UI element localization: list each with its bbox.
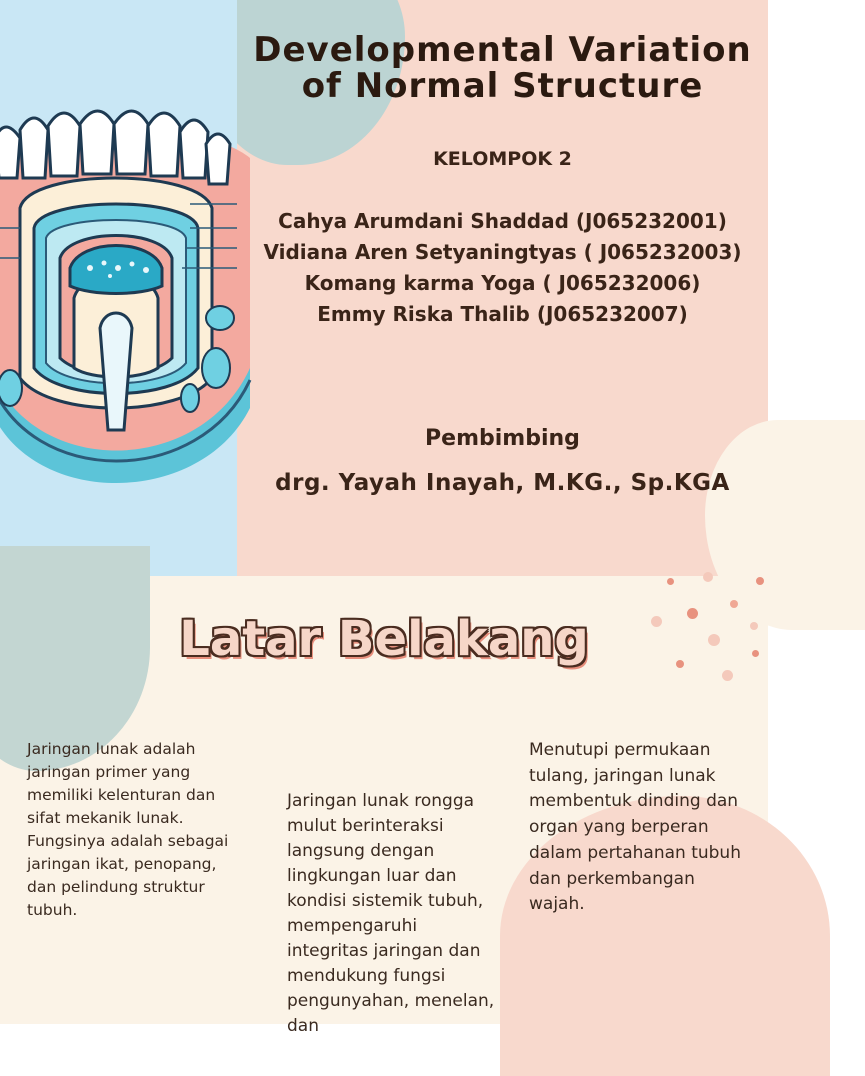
member-list [237,206,768,330]
decorative-dot [730,600,738,608]
group-label: KELOMPOK 2 [433,148,572,170]
background-slide [0,576,768,1036]
decorative-dot [703,572,713,582]
text-column-2: Jaringan lunak rongga mulut berinteraksi langsung dengan lingkungan luar dan kondisi sistemik tubuh, mempengaruhi integritas jaringan dan mendukung fungsi pengunyahan, menelan, dan [287,791,495,1036]
presentation-title [237,32,768,104]
title-slide [0,0,768,576]
text-column-1: Jaringan lunak adalah jaringan primer yang memiliki kelenturan dan sifat mekanik lunak. Fungsinya adalah sebagai jaringan ikat, penopang, dan pelindung struktur tubuh. [27,740,229,919]
member-name: Vidiana Aren Setyaningtyas ( J065232003) [263,240,742,264]
supervisor-label: Pembimbing [425,426,580,451]
decorative-dot [667,578,674,585]
supervisor-name: drg. Yayah Inayah, M.KG., Sp.KGA [275,470,730,496]
title-line-1: Developmental Variation [253,30,752,70]
decorative-dot [756,577,764,585]
member-name: Cahya Arumdani Shaddad (J065232001) [278,209,727,233]
text-column-3: Menutupi permukaan tulang, jaringan lunak membentuk dinding dan organ yang berperan dalam pertahanan tubuh dan perkembangan wajah. [529,740,741,915]
member-name: Emmy Riska Thalib (J065232007) [317,302,688,326]
illustration-panel [0,0,237,576]
member-name: Komang karma Yoga ( J065232006) [304,271,701,295]
section-heading: Latar Belakang [179,611,589,667]
decorative-dot [722,670,733,681]
tooth-cross-section-illustration [0,118,237,468]
title-line-2: of Normal Structure [301,66,704,106]
